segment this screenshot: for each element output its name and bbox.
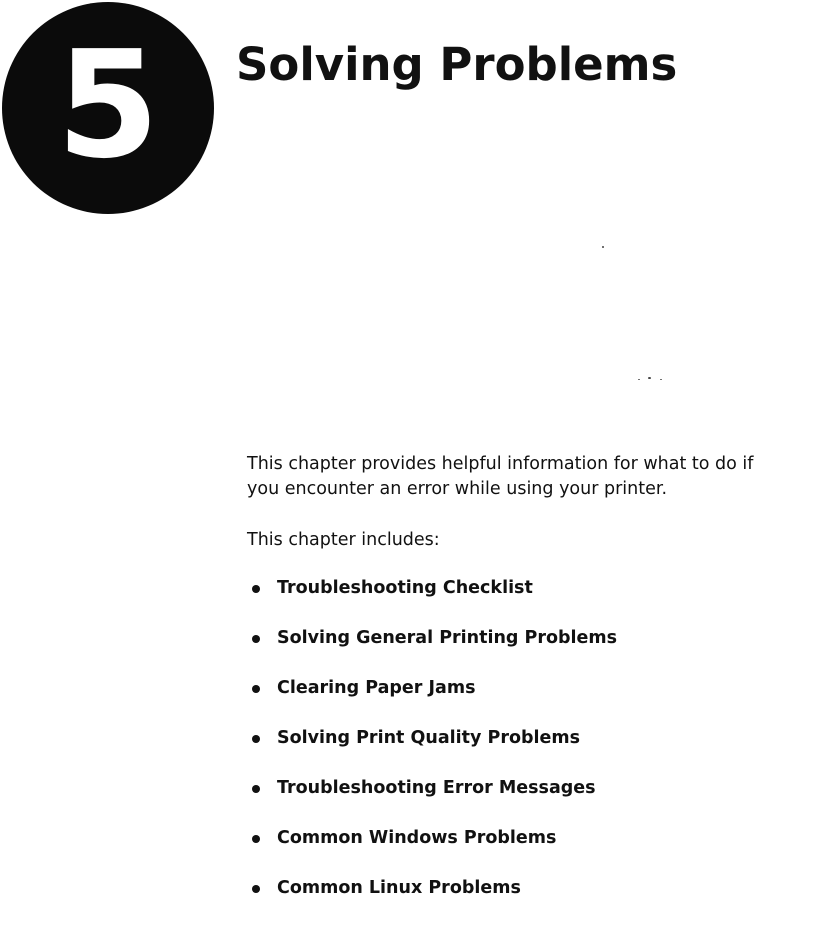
topic-item[interactable]: [247, 676, 823, 726]
intro-line-2: you encounter an error while using your printer.: [247, 479, 668, 499]
chapter-content: [247, 452, 823, 926]
chapter-number-badge: [2, 2, 214, 214]
scan-speck: [638, 379, 640, 380]
topic-item[interactable]: [247, 576, 823, 626]
topic-label: Common Linux Problems: [277, 878, 521, 898]
bullet-icon: [252, 635, 260, 643]
topic-item[interactable]: [247, 876, 823, 926]
scan-speck: [660, 379, 662, 380]
topic-item[interactable]: [247, 626, 823, 676]
bullet-icon: [252, 735, 260, 743]
topic-label: Solving Print Quality Problems: [277, 728, 581, 748]
topic-item[interactable]: [247, 726, 823, 776]
bullet-icon: [252, 835, 260, 843]
includes-label: This chapter includes:: [247, 530, 440, 550]
intro-line-1: This chapter provides helpful information for what to do if: [247, 454, 754, 474]
bullet-icon: [252, 785, 260, 793]
topic-label: Common Windows Problems: [277, 828, 557, 848]
topic-label: Troubleshooting Error Messages: [277, 778, 596, 798]
scan-speck: [602, 246, 604, 248]
chapter-number: 5: [56, 19, 160, 191]
topic-label: Solving General Printing Problems: [277, 628, 618, 648]
topic-list: [247, 576, 823, 926]
bullet-icon: [252, 885, 260, 893]
chapter-title: Solving Problems: [236, 38, 678, 91]
topic-item[interactable]: [247, 776, 823, 826]
topic-label: Clearing Paper Jams: [277, 678, 476, 698]
intro-paragraph: [247, 452, 823, 502]
topic-label: Troubleshooting Checklist: [277, 578, 533, 598]
scan-speck: [648, 377, 651, 379]
bullet-icon: [252, 685, 260, 693]
topic-item[interactable]: [247, 826, 823, 876]
bullet-icon: [252, 585, 260, 593]
